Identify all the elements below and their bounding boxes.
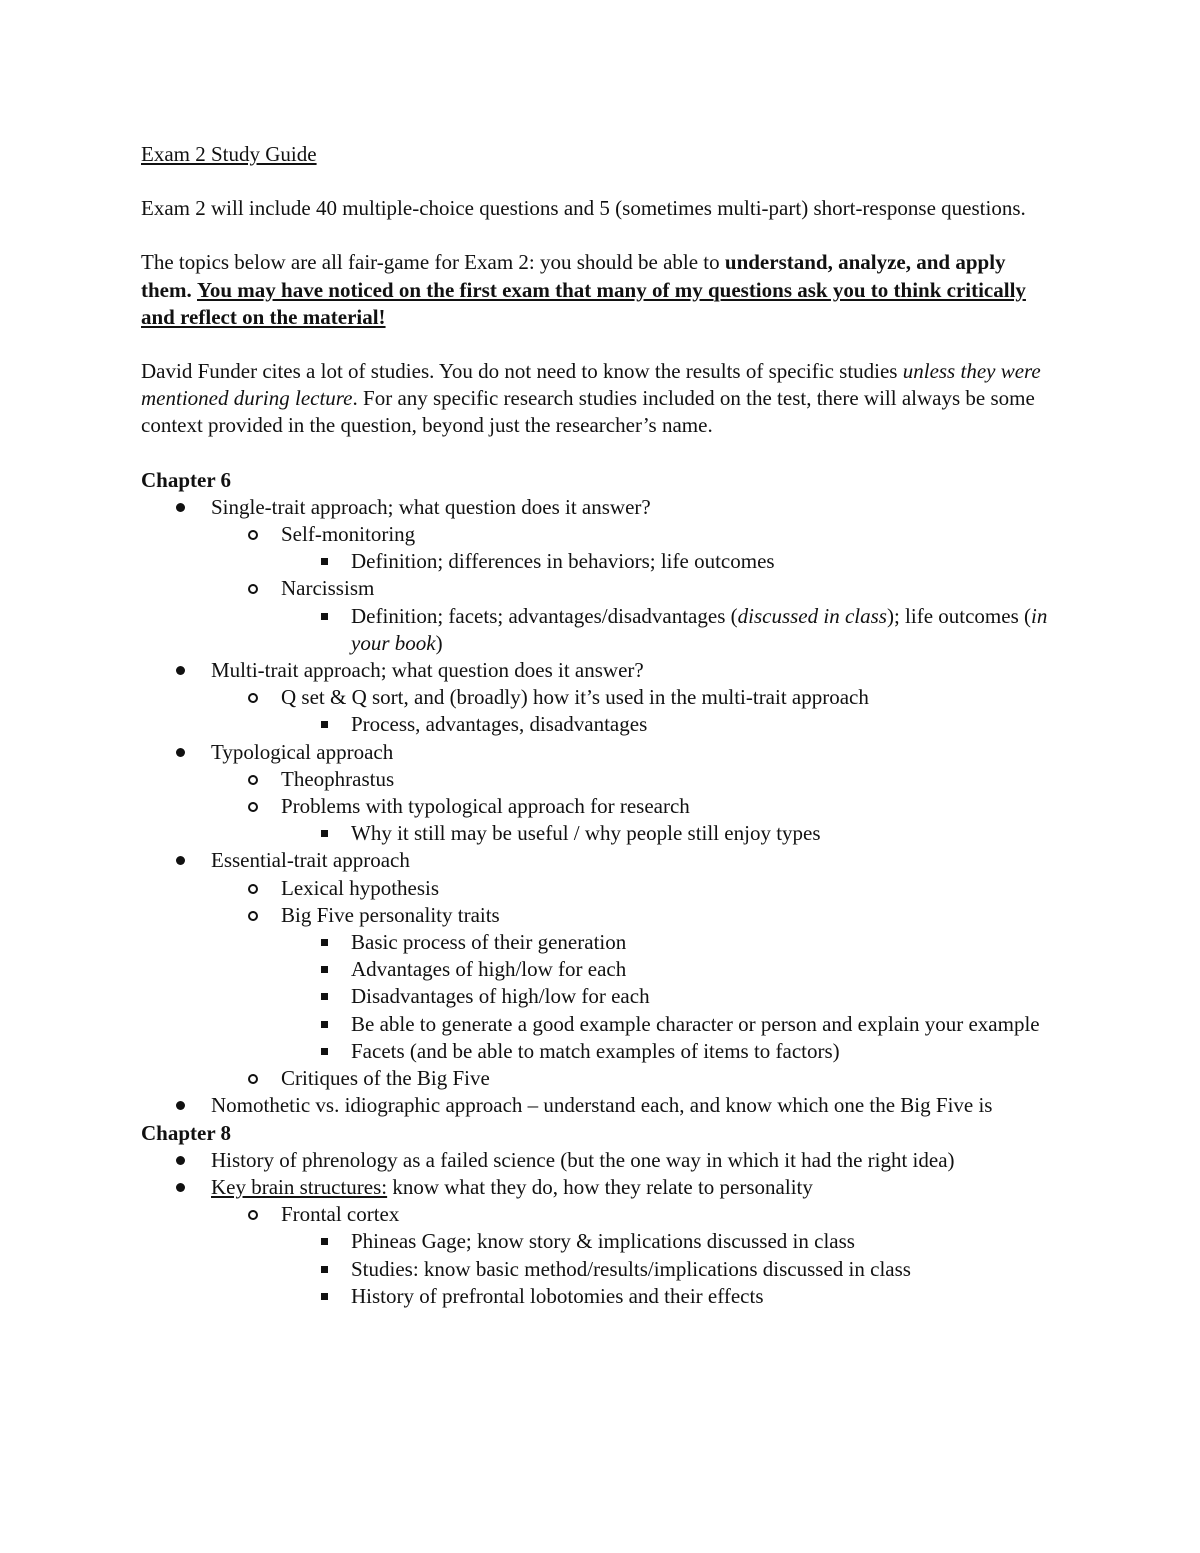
topics-bold-underlined: You may have noticed on the first exam that many of my questions ask you to think critically and reflect on the material! [141, 277, 1026, 329]
bullet-disc-icon [176, 1101, 185, 1110]
list-item [281, 1228, 1056, 1255]
sub-list [211, 875, 1056, 1093]
bullet-circle-icon [248, 1210, 258, 1220]
list-item [141, 657, 1056, 739]
list-item [211, 684, 1056, 738]
sub-sub-list [281, 603, 1056, 657]
bullet-square-icon [321, 830, 328, 837]
list-item-text: Essential-trait approach [211, 848, 410, 873]
bullet-square-icon [321, 1021, 328, 1028]
sub-sub-list [281, 929, 1056, 1065]
list-item-text: Definition; differences in behaviors; life outcomes [351, 549, 775, 574]
bullet-circle-icon [248, 884, 258, 894]
bullet-square-icon [321, 1293, 328, 1300]
list-item [211, 1065, 1056, 1092]
text-run: Definition; facets; advantages/disadvantages ( [351, 603, 738, 628]
sub-list [211, 1201, 1056, 1310]
list-item-text: Nomothetic vs. idiographic approach – understand each, and know which one the Big Five is [211, 1093, 993, 1118]
bullet-square-icon [321, 558, 328, 565]
list-item [211, 902, 1056, 1065]
list-item-text: Theophrastus [281, 766, 395, 791]
studies-text-1: David Funder cites a lot of studies. You do not need to know the results of specific studies [141, 359, 903, 384]
list-item [141, 1147, 1056, 1174]
text-run: ) [435, 630, 443, 655]
list-item-text: Problems with typological approach for research [281, 794, 690, 819]
list-item-text: Basic process of their generation [351, 930, 627, 955]
list-item [141, 847, 1056, 1092]
sub-list [211, 684, 1056, 738]
list-item-text: Narcissism [281, 576, 375, 601]
topics-text: The topics below are all fair-game for Exam 2: you should be able to [141, 250, 725, 275]
bullet-disc-icon [176, 666, 185, 675]
studies-italic: unless they were mentioned during lecture [141, 359, 1041, 411]
bullet-disc-icon [176, 1183, 185, 1192]
list-item [281, 983, 1056, 1010]
list-item-text: Studies: know basic method/results/implications discussed in class [351, 1256, 911, 1281]
chapter-8-list [141, 1147, 1056, 1310]
bullet-circle-icon [248, 584, 258, 594]
sub-sub-list [281, 1228, 1056, 1310]
list-item-text: Advantages of high/low for each [351, 957, 627, 982]
list-item-text: Phineas Gage; know story & implications discussed in class [351, 1229, 855, 1254]
list-item-text: Self-monitoring [281, 522, 416, 547]
bullet-circle-icon [248, 693, 258, 703]
list-item [281, 1038, 1056, 1065]
document-page [141, 141, 1056, 1310]
list-item-text: Multi-trait approach; what question does it answer? [211, 658, 644, 683]
list-item-text: Critiques of the Big Five [281, 1066, 490, 1091]
list-item [211, 793, 1056, 847]
bullet-circle-icon [248, 530, 258, 540]
list-item-text [211, 1174, 1056, 1201]
bullet-disc-icon [176, 1156, 185, 1165]
bullet-square-icon [321, 613, 328, 620]
list-item [141, 1092, 1056, 1119]
bullet-square-icon [321, 1266, 328, 1273]
list-item [211, 1201, 1056, 1310]
intro-paragraph: Exam 2 will include 40 multiple-choice questions and 5 (sometimes multi-part) short-response questions. [141, 196, 1026, 221]
list-item [211, 766, 1056, 793]
list-item [141, 739, 1056, 848]
topics-bold: understand, analyze, and apply them. [141, 250, 1006, 302]
list-item [281, 820, 1056, 847]
chapter-6-list [141, 494, 1056, 1120]
studies-text-2: . For any specific research studies included on the test, there will always be some context provided in the question, beyond just the researcher’s name. [141, 386, 1035, 438]
bullet-circle-icon [248, 775, 258, 785]
text-run: ); life outcomes ( [886, 603, 1031, 628]
list-item-text: Frontal cortex [281, 1202, 400, 1227]
list-item [281, 929, 1056, 956]
bullet-circle-icon [248, 1074, 258, 1084]
list-item [281, 548, 1056, 575]
list-item [281, 1256, 1056, 1283]
list-item-text: Disadvantages of high/low for each [351, 984, 650, 1009]
list-item [281, 1283, 1056, 1310]
list-item-text: History of prefrontal lobotomies and their effects [351, 1283, 764, 1308]
list-item-text: Why it still may be useful / why people still enjoy types [351, 821, 821, 846]
bullet-circle-icon [248, 911, 258, 921]
bullet-square-icon [321, 1048, 328, 1055]
chapter-8-heading: Chapter 8 [141, 1120, 232, 1145]
italic-run: discussed in class [737, 603, 887, 628]
list-item [211, 575, 1056, 657]
underlined-run: Key brain structures: [211, 1174, 388, 1199]
sub-list [211, 766, 1056, 848]
list-item-text [351, 603, 1056, 657]
bullet-disc-icon [176, 748, 185, 757]
bullet-square-icon [321, 721, 328, 728]
sub-list [211, 521, 1056, 657]
list-item [141, 1174, 1056, 1310]
list-item [281, 711, 1056, 738]
bullet-square-icon [321, 939, 328, 946]
list-item [211, 521, 1056, 575]
bullet-disc-icon [176, 856, 185, 865]
list-item-text: History of phrenology as a failed science (but the one way in which it had the right idea) [211, 1147, 955, 1172]
bullet-square-icon [321, 966, 328, 973]
page-title: Exam 2 Study Guide [141, 142, 317, 166]
list-item [211, 875, 1056, 902]
studies-paragraph [141, 358, 1056, 440]
text-run: know what they do, how they relate to personality [387, 1174, 813, 1199]
bullet-square-icon [321, 1238, 328, 1245]
list-item-text: Q set & Q sort, and (broadly) how it’s used in the multi-trait approach [281, 685, 869, 710]
topics-paragraph [141, 249, 1056, 331]
bullet-disc-icon [176, 503, 185, 512]
list-item-text: Lexical hypothesis [281, 875, 440, 900]
list-item [281, 1011, 1056, 1038]
list-item-text: Big Five personality traits [281, 902, 500, 927]
sub-sub-list [281, 711, 1056, 738]
sub-sub-list [281, 548, 1056, 575]
list-item-text: Typological approach [211, 739, 394, 764]
italic-run: in your book [351, 603, 1048, 655]
list-item [281, 603, 1056, 657]
sub-sub-list [281, 820, 1056, 847]
list-item-text: Facets (and be able to match examples of items to factors) [351, 1038, 840, 1063]
bullet-square-icon [321, 993, 328, 1000]
list-item-text: Single-trait approach; what question does it answer? [211, 494, 651, 519]
bullet-circle-icon [248, 802, 258, 812]
chapter-6-heading: Chapter 6 [141, 467, 232, 492]
list-item-text: Be able to generate a good example character or person and explain your example [351, 1011, 1040, 1036]
list-item-text: Process, advantages, disadvantages [351, 712, 648, 737]
list-item [281, 956, 1056, 983]
list-item [141, 494, 1056, 657]
